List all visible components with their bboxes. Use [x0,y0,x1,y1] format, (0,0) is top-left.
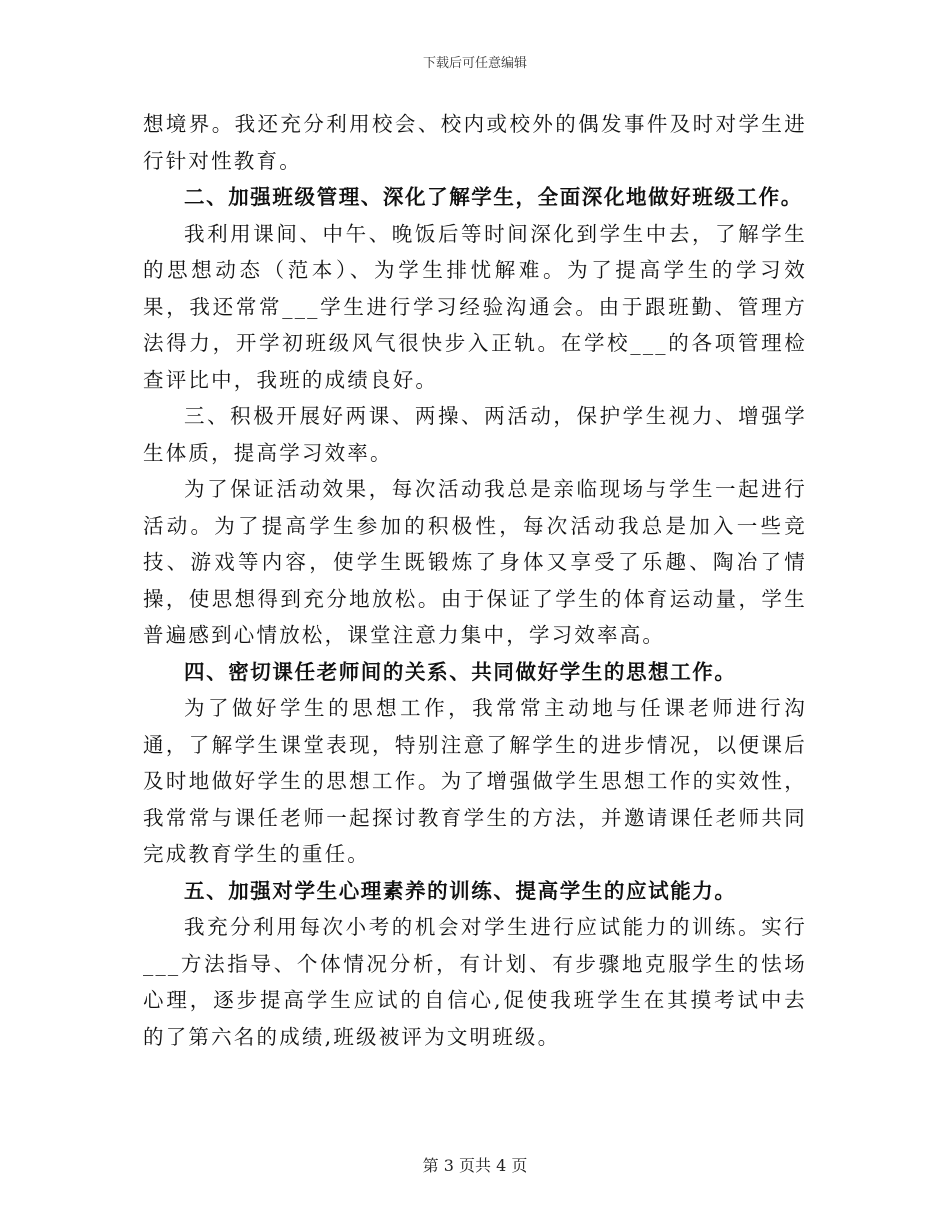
page-number: 第 3 页共 4 页 [422,1156,528,1175]
paragraph: 为了保证活动效果，每次活动我总是亲临现场与学生一起进行活动。为了提高学生参加的积极性，每次活动我总是加入一些竞技、游戏等内容，使学生既锻炼了身体又享受了乐趣、陶冶了情操，使思想得到充分地放松。由于保证了学生的体育运动量，学生普遍感到心情放松，课堂注意力集中，学习效率高。 [143,477,807,647]
section-heading-5: 五、加强对学生心理素养的训练、提高学生的应试能力。 [184,878,737,903]
section-heading-3: 三、积极开展好两课、两操、两活动，保护学生视力、增强学生体质，提高学习效率。 [143,404,807,465]
paragraph: 为了做好学生的思想工作，我常常主动地与任课老师进行沟通，了解学生课堂表现，特别注意了解学生的进步情况，以便课后及时地做好学生的思想工作。为了增强做学生思想工作的实效性，我常常与课任老师一起探讨教育学生的方法，并邀请课任老师共同完成教育学生的重任。 [143,696,807,866]
section-heading-4: 四、密切课任老师间的关系、共同做好学生的思想工作。 [184,659,737,684]
paragraph-continued: 想境界。我还充分利用校会、校内或校外的偶发事件及时对学生进行针对性教育。 [143,112,807,173]
paragraph: 我利用课间、中午、晚饭后等时间深化到学生中去，了解学生的思想动态（范本）、为学生排忧解难。为了提高学生的学习效果，我还常常___学生进行学习经验沟通会。由于跟班勤、管理方法得力，开学初班级风气很快步入正轨。在学校___的各项管理检查评比中，我班的成绩良好。 [143,221,807,392]
page-header: 下载后可任意编辑 [422,56,527,71]
document-body [143,106,807,1055]
paragraph: 我充分利用每次小考的机会对学生进行应试能力的训练。实行___方法指导、个体情况分析，有计划、有步骤地克服学生的怯场心理，逐步提高学生应试的自信心,促使我班学生在其摸考试中去的了第六名的成绩,班级被评为文明班级。 [143,915,807,1049]
section-heading-2: 二、加强班级管理、深化了解学生，全面深化地做好班级工作。 [184,185,803,209]
